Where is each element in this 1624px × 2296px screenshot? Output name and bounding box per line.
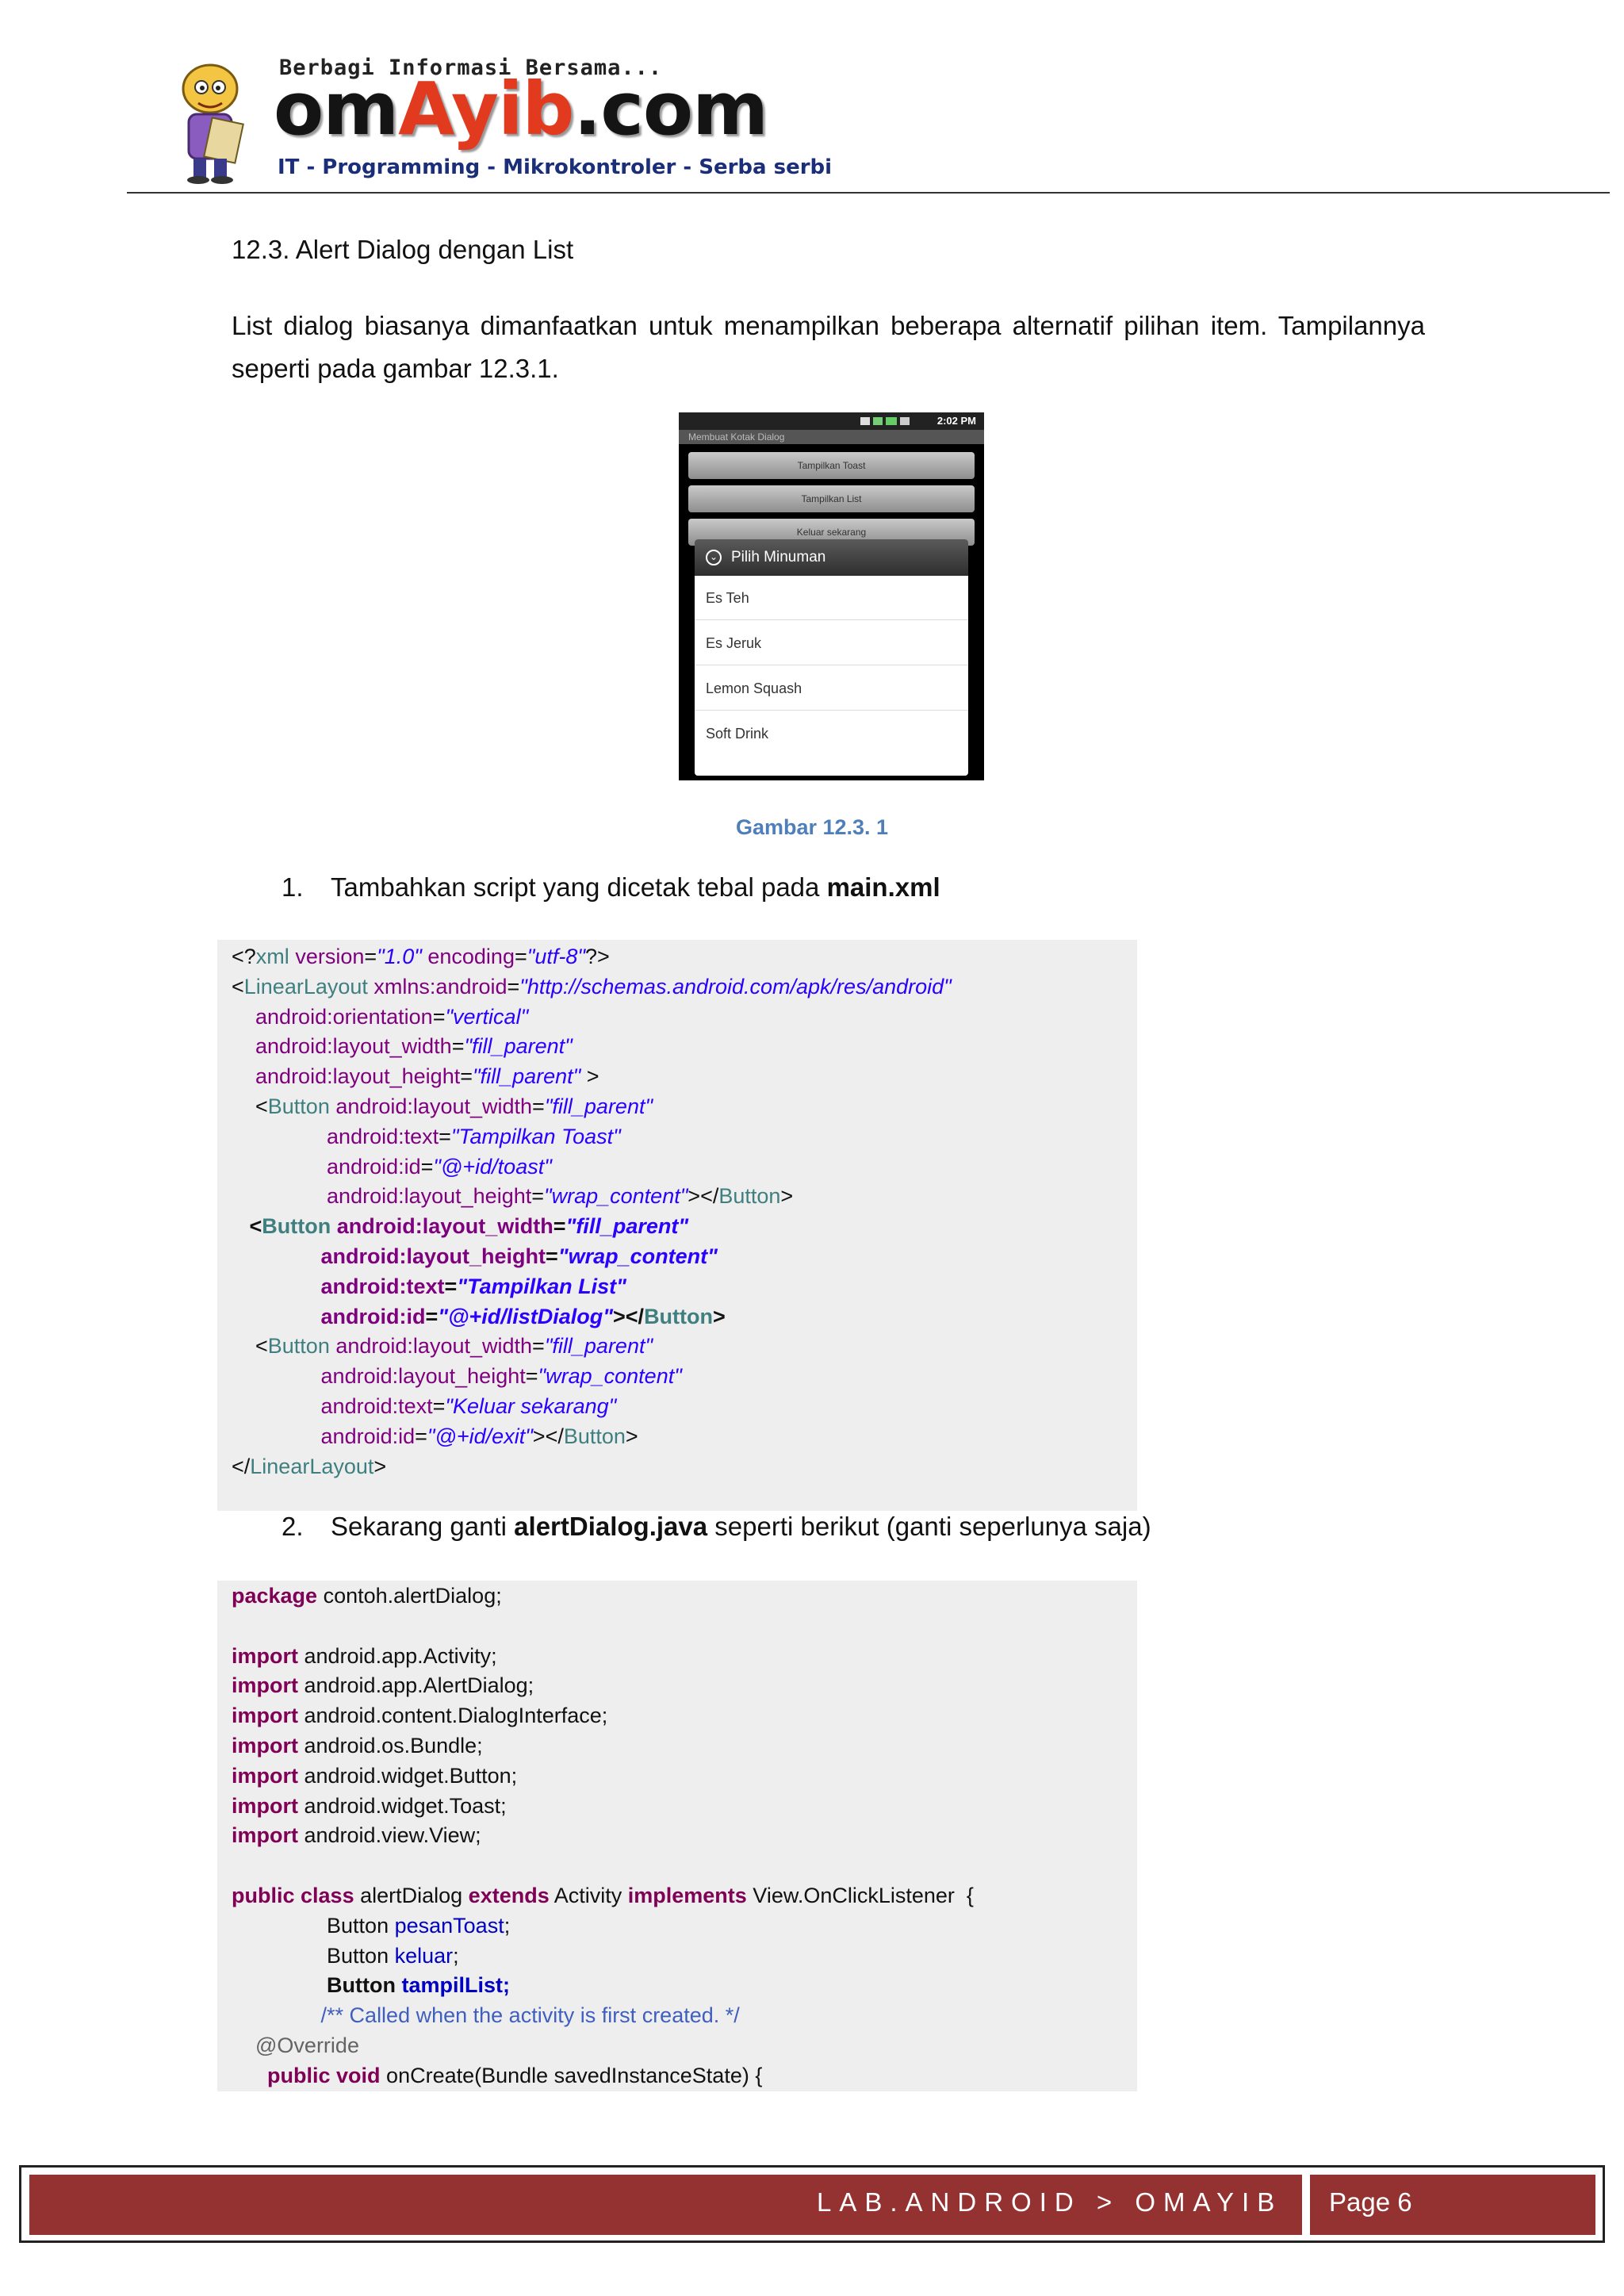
step-filename: main.xml xyxy=(826,872,940,902)
dialog-title xyxy=(695,539,968,576)
dialog-item: Lemon Squash xyxy=(695,666,968,711)
dialog-chevron-icon: ⌄ xyxy=(706,550,722,565)
phone-button-list: Tampilkan List xyxy=(688,485,975,512)
footer-page-number: Page 6 xyxy=(1329,2187,1412,2217)
java-code-listing: package contoh.alertDialog; import android.app.Activity; import android.app.AlertDialog; import android.content.DialogInterface; import android.os.Bundle; import android.widget.Button; import android.widget.Toast; import android.view.View; public class alertDialog extends Activity implements View.OnClickListener { Button pesanToast; Button keluar; Button tampilList; /** Called when the activity is first created. */ @Override public void onCreate(Bundle savedInstanceState) { xyxy=(232,1584,974,2087)
step-text: seperti berikut (ganti seperlunya saja) xyxy=(707,1512,1151,1541)
header-divider xyxy=(127,192,1610,194)
brand-part-om: om xyxy=(274,67,399,151)
step-1 xyxy=(282,872,940,903)
section-title: 12.3. Alert Dialog dengan List xyxy=(232,235,574,264)
phone-app-title: Membuat Kotak Dialog xyxy=(679,430,984,444)
dialog-item: Es Teh xyxy=(695,576,968,620)
brand-part-com: .com xyxy=(573,67,768,151)
step-text: Sekarang ganti xyxy=(331,1512,515,1541)
phone-status-bar xyxy=(679,412,984,430)
phone-list-dialog xyxy=(695,539,968,776)
figure-caption: Gambar 12.3. 1 xyxy=(735,815,889,839)
phone-clock: 2:02 PM xyxy=(936,415,976,427)
section-paragraph: List dialog biasanya dimanfaatkan untuk menampilkan beberapa alternatif pilihan item. Tampilannya seperti pada gambar 12.3.1. xyxy=(232,311,1425,383)
step-text: Tambahkan script yang dicetak tebal pada xyxy=(331,872,827,902)
mascot-logo-icon xyxy=(167,57,254,184)
phone-button-exit: Keluar sekarang xyxy=(688,519,975,546)
phone-button-toast: Tampilkan Toast xyxy=(688,452,975,479)
dialog-title-text: Pilih Minuman xyxy=(731,549,826,565)
footer-lab-label: LAB.ANDROID > OMAYIB xyxy=(817,2187,1283,2217)
status-icons xyxy=(860,416,911,427)
dialog-item: Es Jeruk xyxy=(695,621,968,665)
phone-screenshot xyxy=(679,412,984,780)
step-2 xyxy=(282,1512,1151,1542)
xml-code-listing: <?xml version="1.0" encoding="utf-8"?> <LinearLayout xmlns:android="http://schemas.android.com/apk/res/android" android:orientation="vertical" android:layout_width="fill_parent" android:layout_height="fill_parent" > <Button android:layout_width="fill_parent" android:text="Tampilkan Toast" android:id="@+id/toast" android:layout_height="wrap_content"></Button> <Button android:layout_width="fill_parent" android:layout_height="wrap_content" android:text="Tampilkan List" android:id="@+id/listDialog"></Button> <Button android:layout_width="fill_parent" android:layout_height="wrap_content" android:text="Keluar sekarang" android:id="@+id/exit"></Button> </LinearLayout> xyxy=(232,945,952,1478)
dialog-item: Soft Drink xyxy=(706,726,769,742)
step-number: 1. xyxy=(282,872,304,902)
step-filename: alertDialog.java xyxy=(514,1512,708,1541)
step-number: 2. xyxy=(282,1512,304,1541)
header-tagline: Berbagi Informasi Bersama... xyxy=(279,56,663,80)
page-header xyxy=(0,0,1624,198)
brand-part-ayib: Ayib xyxy=(398,67,574,151)
header-subtitle: IT - Programming - Mikrokontroler - Serba serbi xyxy=(278,155,833,179)
